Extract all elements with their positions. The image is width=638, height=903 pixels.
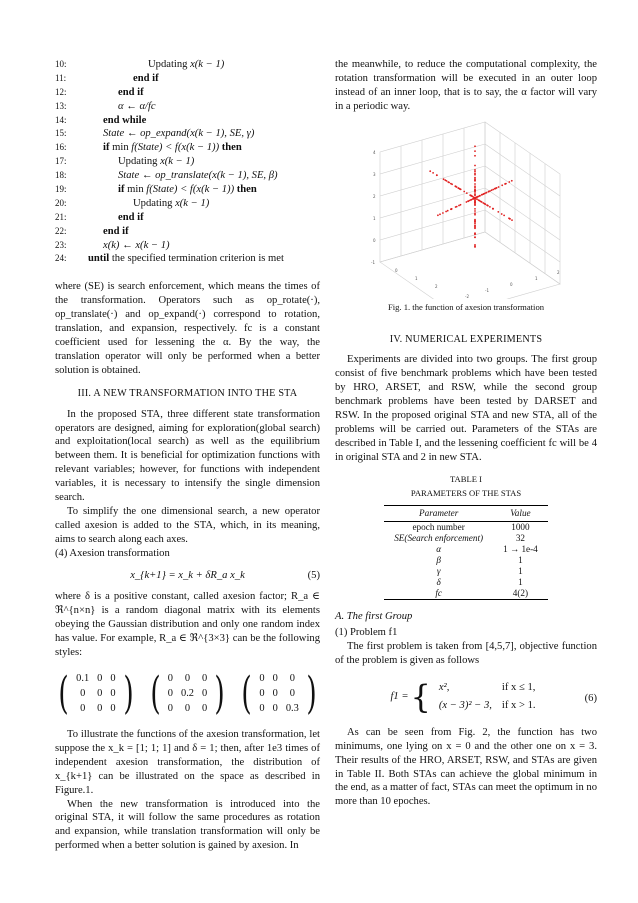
algorithm-line [55, 141, 320, 155]
algorithm-line [55, 252, 320, 266]
left-paren: ( [241, 668, 252, 720]
case-2-cond: if x > 1. [501, 699, 536, 711]
axesion-point [489, 206, 491, 208]
algorithm-line [55, 72, 320, 86]
axesion-point [496, 187, 498, 189]
svg-text:0: 0 [510, 281, 513, 287]
svg-text:4: 4 [373, 149, 376, 155]
matrix-cell: 0 [167, 673, 173, 685]
axesion-point [474, 185, 476, 187]
problem-heading: (1) Problem f1 [335, 627, 398, 639]
line-number: 12: [55, 86, 67, 97]
matrix-cell: 0 [202, 702, 208, 714]
heading-axesion: (4) Axesion transformation [55, 547, 170, 559]
line-math: f(State) < f(x(k − 1)) [131, 142, 220, 154]
axesion-point [486, 191, 488, 193]
parameter-cell: fc [384, 588, 493, 600]
svg-text:0: 0 [395, 267, 398, 273]
axesion-point [469, 199, 471, 201]
paragraph-experiments: Experiments are divided into two groups. The first group consist of five benchmark problems which have been tested by HRO, ARSET, and RSW, while the second group benchmark problems have been tested by DARSET and RSW. In the proposed original STA and new STA, all of the problems will be carried out. Parameters of the STAs are described in Table I, and the lessening coefficient fc will be 4 in original STA and 2 in new STA. [335, 354, 597, 463]
case-2-expr: (x − 3)² − 3, [438, 699, 492, 711]
table-row [384, 533, 548, 544]
axesion-point [497, 211, 499, 213]
line-math: α ← α/fc [118, 100, 156, 112]
svg-text:2: 2 [373, 193, 376, 199]
svg-text:0: 0 [373, 237, 376, 243]
matrix-cell: 0 [110, 688, 116, 700]
value-cell: 1 [518, 555, 523, 566]
axesion-point [498, 186, 500, 188]
line-text [88, 141, 242, 155]
axesion-point [494, 187, 496, 189]
matrix-cell: 0 [167, 688, 173, 700]
line-text [88, 100, 156, 114]
parameter-cell: α [436, 544, 442, 555]
matrix-cell: 0 [289, 688, 295, 700]
axesion-point [492, 207, 494, 209]
axesion-point [474, 194, 476, 196]
matrix-cell: 0 [202, 688, 208, 700]
axesion-point [474, 236, 476, 238]
line-text [88, 239, 170, 253]
section-heading-iv: IV. NUMERICAL EXPERIMENTS [389, 333, 543, 345]
algorithm-line [55, 127, 320, 141]
line-prefix: min [124, 184, 147, 196]
axesion-point [474, 212, 476, 214]
diagonal-matrix [147, 668, 229, 720]
equation-5 [55, 569, 320, 583]
axesion-point [447, 209, 449, 211]
equation-6-cases [433, 678, 542, 716]
axesion-point [508, 181, 510, 183]
keyword: end if [133, 72, 159, 84]
axesion-point [501, 184, 503, 186]
axesion-point [463, 190, 465, 192]
axesion-point [479, 200, 481, 202]
axesion-point [474, 202, 476, 204]
table-row [384, 577, 548, 588]
axesion-point [511, 219, 513, 221]
right-paren: ) [306, 668, 317, 720]
table-header-parameter: Parameter [384, 505, 493, 522]
parameter-cell: δ [436, 577, 441, 588]
parameter-table [384, 505, 548, 601]
line-math: State ← op_translate(x(k − 1), SE, β) [118, 170, 278, 182]
axesion-point [447, 181, 449, 183]
line-text [88, 169, 278, 183]
matrix-cell: 0 [202, 673, 208, 685]
axesion-point [436, 174, 438, 176]
value-cell: 32 [515, 533, 526, 544]
value-cell: 4(2) [493, 588, 548, 600]
line-text [88, 211, 144, 225]
algorithm-line [55, 169, 320, 183]
line-math: x(k − 1) [175, 197, 210, 209]
value-cell: 1 [518, 566, 523, 577]
axesion-point [474, 170, 476, 172]
equation-5-number: (5) [307, 569, 320, 581]
line-number: 13: [55, 100, 67, 111]
paragraph-simplify: To simplify the one dimensional search, a new operator called axesion is added to the STA, which, in its meaning, aims to search along each axes. [55, 505, 320, 545]
axesion-point [442, 212, 444, 214]
diagonal-matrix [238, 668, 320, 720]
axesion-point [474, 145, 476, 147]
line-number: 24: [55, 253, 67, 264]
left-brace: { [410, 677, 431, 716]
keyword: if [103, 142, 110, 154]
matrix-cell: 0 [97, 688, 103, 700]
svg-text:3: 3 [373, 171, 376, 177]
axesion-point [450, 182, 452, 184]
svg-text:1: 1 [415, 275, 418, 281]
axesion-point [484, 202, 486, 204]
equation-6 [335, 678, 597, 716]
case-1-expr: x², [438, 682, 450, 694]
parameter-cell: β [436, 555, 441, 566]
paragraph-meanwhile: the meanwhile, to reduce the computational complexity, the rotation transformation will be executed in an outer loop instead of an inner loop, that is to say, the α factor will vary in a periodic way. [335, 59, 597, 112]
algorithm-line [55, 239, 320, 253]
axesion-point [501, 213, 503, 215]
line-prefix: the specified termination criterion is met [109, 253, 284, 265]
example-matrices [55, 668, 320, 720]
axesion-point [476, 196, 478, 198]
paragraph-new-transformation: When the new transformation is introduced into the original STA, it will follow the same procedures as rotation and expansion, while translation transformation will only be performed when a better solution is gained by axesion. In [55, 798, 320, 852]
right-paren: ) [214, 668, 225, 720]
line-number: 22: [55, 225, 67, 236]
svg-text:1: 1 [535, 275, 538, 281]
table-1-title: TABLE I [449, 473, 482, 484]
axesion-point [450, 208, 452, 210]
axesion-point [466, 201, 468, 203]
line-prefix: min [109, 142, 132, 154]
axesion-point [487, 204, 489, 206]
axesion-point [445, 210, 447, 212]
axesion-point [432, 172, 434, 174]
algorithm-line [55, 183, 320, 197]
paragraph-fig2: As can be seen from Fig. 2, the function has two minimums, one lying on x = 0 and the other one on x = 3. Their results of the HRO, ARSET, RSW, and STAs are given in Table II. Both STAs can achieve the global minimum in the end, as a matter of fact, STAs can meet the optimum in no more than 10 epoches. [335, 726, 597, 808]
paragraph-axesion-factor: where δ is a positive constant, called axesion factor; R_a ∈ ℜ^{n×n} is a random diagonal matrix with its elements obeying the Gaussian distribution and only one random index has value. For example, R_a ∈ ℜ^{3×3} can be the following styles: [55, 591, 320, 659]
line-prefix: Updating [148, 59, 191, 70]
axesion-3d-plot [335, 114, 597, 299]
line-number: 16: [55, 142, 67, 153]
matrix-cell: 0.2 [181, 688, 194, 700]
line-number: 14: [55, 114, 67, 125]
axesion-point [466, 192, 468, 194]
matrix-cell: 0.1 [76, 673, 90, 685]
subsection-first-group: A. The first Group [335, 611, 413, 623]
algorithm-line [55, 211, 320, 225]
svg-text:1: 1 [373, 215, 376, 221]
axesion-point [503, 214, 505, 216]
line-number: 23: [55, 239, 67, 250]
axesion-point [455, 185, 457, 187]
axesion-point [474, 225, 476, 227]
case-1-cond: if x ≤ 1, [501, 682, 536, 694]
keyword-then: then [234, 184, 257, 196]
line-text [88, 155, 194, 169]
axesion-point [492, 188, 494, 190]
axesion-point [474, 203, 476, 205]
axesion-point [474, 179, 476, 181]
table-row [384, 555, 548, 566]
line-text [88, 225, 129, 239]
axesion-point [481, 201, 483, 203]
axesion-point [484, 192, 486, 194]
line-math: x(k) ← x(k − 1) [103, 239, 170, 251]
svg-text:-1: -1 [371, 259, 375, 265]
paragraph-se-definition: where (SE) is search enforcement, which means the times of the transformation. Operators such as op_rotate(·), op_translate(·) and op_expand(·) correspond to rotation, translation, and expansion, respectively. fc is a constant coefficient used for lessening the α. By the way, the translation operator will only be performed when a better solution is obtained. [55, 281, 320, 376]
table-row [384, 588, 548, 600]
axesion-point [511, 180, 513, 182]
line-prefix: Updating [133, 197, 176, 209]
axesion-point [474, 210, 476, 212]
algorithm-line [55, 197, 320, 211]
matrix-cell: 0 [110, 702, 116, 714]
parameter-cell: epoch number [412, 522, 465, 533]
matrix-cell: 0 [259, 702, 265, 714]
axesion-point [509, 218, 511, 220]
equation-6-lhs: f1 = [390, 690, 409, 702]
line-text [88, 127, 254, 141]
axesion-point [479, 195, 481, 197]
section-heading-iii: III. A NEW TRANSFORMATION INTO THE STA [77, 387, 298, 399]
axesion-point [444, 179, 446, 181]
algorithm-line [55, 155, 320, 169]
axesion-point [474, 246, 476, 248]
axesion-point [437, 214, 439, 216]
svg-text:-2: -2 [465, 293, 469, 299]
axesion-point [471, 195, 473, 197]
algorithm-line [55, 86, 320, 100]
axesion-point [474, 218, 476, 220]
left-paren: ( [58, 668, 69, 720]
line-math: f(State) < f(x(k − 1)) [146, 184, 235, 196]
keyword: if [118, 184, 125, 196]
axesion-point [474, 233, 476, 235]
line-math: x(k − 1) [160, 156, 195, 168]
keyword: end if [118, 211, 144, 223]
matrix-cell: 0 [167, 702, 173, 714]
left-column [55, 58, 320, 853]
line-text [88, 183, 257, 197]
matrix-cell: 0 [80, 702, 86, 714]
axesion-point [489, 190, 491, 192]
axesion-point [474, 155, 476, 157]
matrix-cell: 0 [110, 673, 116, 685]
table-row [384, 566, 548, 577]
line-math: x(k − 1) [190, 59, 225, 70]
line-text [88, 252, 284, 266]
line-number: 17: [55, 156, 67, 167]
algorithm-listing [55, 58, 320, 266]
left-paren: ( [150, 668, 161, 720]
axesion-point [474, 176, 476, 178]
line-number: 10: [55, 59, 67, 69]
axesion-point [429, 170, 431, 172]
line-text [88, 86, 144, 100]
matrix-cell: 0 [184, 673, 191, 685]
axesion-point [474, 173, 476, 175]
algorithm-line [55, 114, 320, 128]
parameter-cell: γ [436, 566, 441, 577]
line-math: State ← op_expand(x(k − 1), SE, γ) [103, 128, 255, 140]
axesion-point [471, 198, 473, 200]
axesion-point [458, 204, 460, 206]
value-cell: 1 [518, 577, 523, 588]
matrix-cell: 0 [289, 673, 295, 685]
parameter-cell: SE(Search enforcement) [394, 533, 484, 544]
axesion-point [491, 189, 493, 191]
matrix-cell: 0 [80, 688, 86, 700]
algorithm-line [55, 100, 320, 114]
axesion-point [474, 192, 476, 194]
axesion-point [443, 178, 445, 180]
matrix-cell: 0 [97, 673, 103, 685]
algorithm-line [55, 58, 320, 72]
value-cell: 1 → 1e-4 [503, 544, 538, 555]
svg-text:2: 2 [435, 283, 438, 289]
axesion-point [474, 190, 476, 192]
svg-text:2: 2 [557, 269, 560, 275]
right-paren: ) [123, 668, 134, 720]
right-column [335, 58, 597, 809]
algorithm-line [55, 225, 320, 239]
axesion-point [474, 183, 476, 185]
line-number: 21: [55, 211, 67, 222]
paragraph-illustrate: To illustrate the functions of the axesion transformation, let suppose the x_k = [1; 1; 1] and δ = 1; then, after 1e3 times of independent axesion transformation, the distribution of x_{k+1} can be illustrated on the space as described in Figure.1. [55, 729, 320, 796]
axesion-point [474, 220, 476, 222]
axesion-points [429, 145, 513, 248]
line-number: 20: [55, 197, 67, 208]
keyword-then: then [219, 142, 242, 154]
figure-1-caption: Fig. 1. the function of axesion transformation [387, 301, 545, 312]
paragraph-first-problem: The first problem is taken from [4,5,7], objective function of the problem is given as follows [335, 641, 597, 667]
matrix-cell: 0 [259, 688, 265, 700]
svg-text:-1: -1 [485, 287, 489, 293]
axesion-point [439, 213, 441, 215]
keyword: until [88, 253, 110, 265]
table-header-value: Value [493, 505, 548, 522]
line-number: 15: [55, 128, 67, 139]
axesion-point [474, 208, 476, 210]
axesion-point [476, 198, 478, 200]
keyword: end if [118, 86, 144, 98]
equation-6-number: (6) [584, 693, 597, 705]
matrix-cell: 0 [184, 702, 191, 714]
keyword: end if [103, 225, 129, 237]
matrix-cell: 0 [272, 688, 278, 700]
axesion-point [474, 150, 476, 152]
line-text [88, 58, 224, 72]
line-text [88, 114, 146, 128]
matrix-cell: 0.3 [285, 702, 299, 714]
axesion-point [474, 164, 476, 166]
keyword: end while [103, 114, 147, 126]
axesion-point [504, 183, 506, 185]
axesion-point [455, 206, 457, 208]
equation-5-body: x_{k+1} = x_k + δR_a x_k [130, 569, 245, 581]
line-text [88, 72, 159, 86]
matrix-cell: 0 [97, 702, 103, 714]
matrix-cell: 0 [259, 673, 265, 685]
line-prefix: Updating [118, 156, 161, 168]
line-text [88, 197, 209, 211]
axesion-point [472, 198, 474, 200]
table-1-subtitle: PARAMETERS OF THE STAS [410, 487, 522, 498]
matrix-cell: 0 [272, 702, 278, 714]
paragraph-proposed-sta: In the proposed STA, three different state transformation operators are designed, aiming for exploration(global search) and exploitation(local search) as well as the equilibrium between them. It is beneficial for optimization functions with relevant variables; however, for functions with independent variables, it is necessary to intensify the single dimension search. [55, 408, 320, 504]
table-row [384, 522, 548, 534]
diagonal-matrix [55, 668, 137, 720]
axesion-point [459, 188, 461, 190]
line-number: 11: [55, 72, 67, 83]
figure-1 [335, 114, 597, 299]
line-number: 18: [55, 170, 67, 181]
table-row [384, 544, 548, 555]
matrix-cell: 0 [272, 673, 278, 685]
value-cell: 1000 [511, 522, 530, 533]
line-number: 19: [55, 184, 67, 195]
